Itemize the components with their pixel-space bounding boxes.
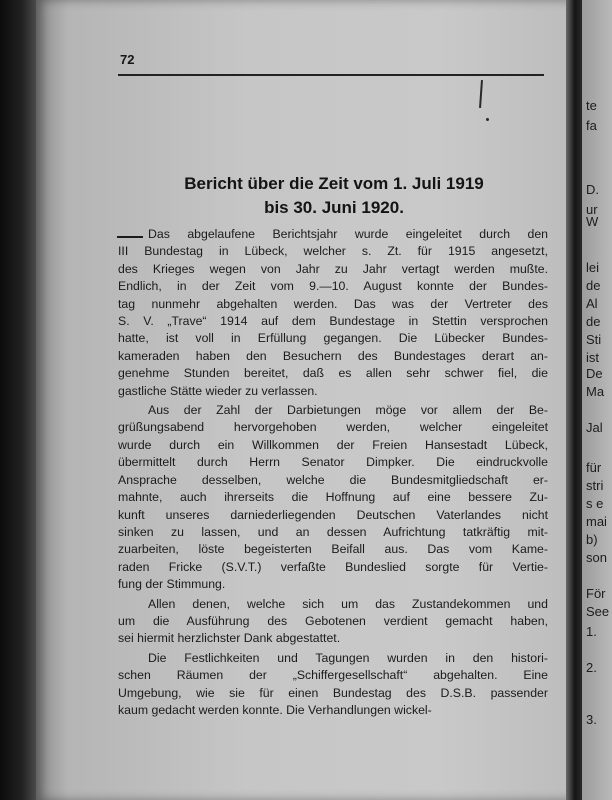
paragraph xyxy=(118,402,548,593)
facing-page-fragment: de xyxy=(586,278,601,293)
facing-page-fragment: te xyxy=(586,98,597,113)
paragraph xyxy=(118,596,548,648)
facing-page-fragment: s e xyxy=(586,496,604,511)
text-line: Das abgelaufene Berichtsjahr wurde eingeleitet durch den xyxy=(148,227,548,241)
facing-page-fragment: b) xyxy=(586,532,598,547)
facing-page-fragment: de xyxy=(586,314,601,329)
text-line: sei hiermit herzlichster Dank abgestattet. xyxy=(118,631,341,646)
text-line: gastliche Stätte wieder zu verlassen. xyxy=(118,383,318,398)
text-line: Ansprache desselben, welche die Bundesmitgliedschaft er- xyxy=(118,472,548,487)
text-line: Allen denen, welche sich um das Zustandekommen und xyxy=(148,596,548,611)
text-line: des Krieges wegen von Jahr zu Jahr vertagt werden mußte. xyxy=(118,261,548,276)
text-line: mahnte, auch ihrerseits die Hoffnung auf eine bessere Zu- xyxy=(118,490,548,505)
text-line: grüßungsabend hervorgehoben werden, welcher eingeleitet xyxy=(118,420,548,435)
report-title xyxy=(118,172,550,220)
facing-page-fragment: Jal xyxy=(586,420,603,435)
text-line: tag nunmehr abgehalten werden. Das was der Vertreter des xyxy=(118,296,548,311)
facing-page-fragment: lei xyxy=(586,260,600,275)
text-line: Die Festlichkeiten und Tagungen wurden in den histori- xyxy=(148,650,548,665)
facing-page-fragment: 3. xyxy=(586,712,597,727)
facing-page-fragment: Ma xyxy=(586,384,605,399)
text-line: übermittelt durch Herrn Senator Dimpker. Die eindruckvolle xyxy=(118,455,548,470)
text-line: III Bundestag in Lübeck, welcher s. Zt. für 1915 angesetzt, xyxy=(118,244,548,259)
text-line: raden Fricke (S.V.T.) verfaßte Bundeslied sorgte für Vertie- xyxy=(118,559,548,574)
text-line: Endlich, in der Zeit vom 9.—10. August konnte der Bundes- xyxy=(118,279,548,294)
text-line: schen Räumen der „Schiffergesellschaft“ abgehalten. Eine xyxy=(118,668,548,683)
facing-page-fragment: 2. xyxy=(586,660,597,675)
facing-page-fragment: ist xyxy=(586,350,599,365)
facing-page-fragment: fa xyxy=(586,118,597,133)
book-gutter xyxy=(566,0,582,800)
title-line-1: Bericht über die Zeit vom 1. Juli 1919 xyxy=(184,174,484,193)
text-line: um die Ausführung des Gebotenen verdient gemacht haben, xyxy=(118,613,548,628)
facing-page-fragment: stri xyxy=(586,478,604,493)
paragraph xyxy=(118,226,548,400)
facing-page-fragment: See xyxy=(586,604,610,619)
header-rule xyxy=(118,74,544,76)
title-line-2: bis 30. Juni 1920. xyxy=(264,198,404,217)
facing-page-edge xyxy=(582,0,612,800)
report-body xyxy=(118,226,548,719)
text-line: fung der Stimmung. xyxy=(118,577,226,592)
facing-page-fragment: für xyxy=(586,460,602,475)
text-line: wurde durch ein Willkommen der Freien Hansestadt Lübeck, xyxy=(118,437,548,452)
text-line: Umgebung, wie sie für einen Bundestag des D.S.B. passender xyxy=(118,685,548,700)
text-line: hatte, ist voll in Erfüllung gegangen. Die Lübecker Bundes- xyxy=(118,331,548,346)
text-line: Aus der Zahl der Darbietungen möge vor allem der Be- xyxy=(148,403,548,418)
page-number: 72 xyxy=(120,52,135,67)
facing-page-fragment: ur xyxy=(586,202,598,217)
facing-page-fragment: För xyxy=(586,586,606,601)
text-line: kunft unseres darniederliegenden Deutschen Vaterlandes nicht xyxy=(118,507,548,522)
facing-page-fragment: son xyxy=(586,550,607,565)
paragraph xyxy=(118,650,548,720)
text-line: kameraden haben den Besuchern des Bundestages derart an- xyxy=(118,348,548,363)
text-line: genehme Stunden bereitet, daß es allen sehr schwer fiel, die xyxy=(118,366,548,381)
facing-page-fragment: De xyxy=(586,366,603,381)
book-binding-shadow xyxy=(0,0,40,800)
facing-page-fragment: 1. xyxy=(586,624,597,639)
facing-page-fragment: Sti xyxy=(586,332,602,347)
facing-page-fragment: W xyxy=(586,214,599,229)
facing-page-fragment: Al xyxy=(586,296,598,311)
text-line: kaum gedacht werden konnte. Die Verhandlungen wickel- xyxy=(118,702,432,717)
facing-page-fragment: mai xyxy=(586,514,607,529)
stray-dot xyxy=(486,118,489,121)
facing-page-fragment: D. xyxy=(586,182,599,197)
text-line: S. V. „Trave“ 1914 auf dem Bundestage in Stettin versprochen xyxy=(118,314,548,329)
text-line: zuarbeiten, löste begeisterten Beifall aus. Das vom Kame- xyxy=(118,542,548,557)
text-line: sinken zu lassen, und an dessen Aufrichtung tatkräftig mit- xyxy=(118,524,548,539)
